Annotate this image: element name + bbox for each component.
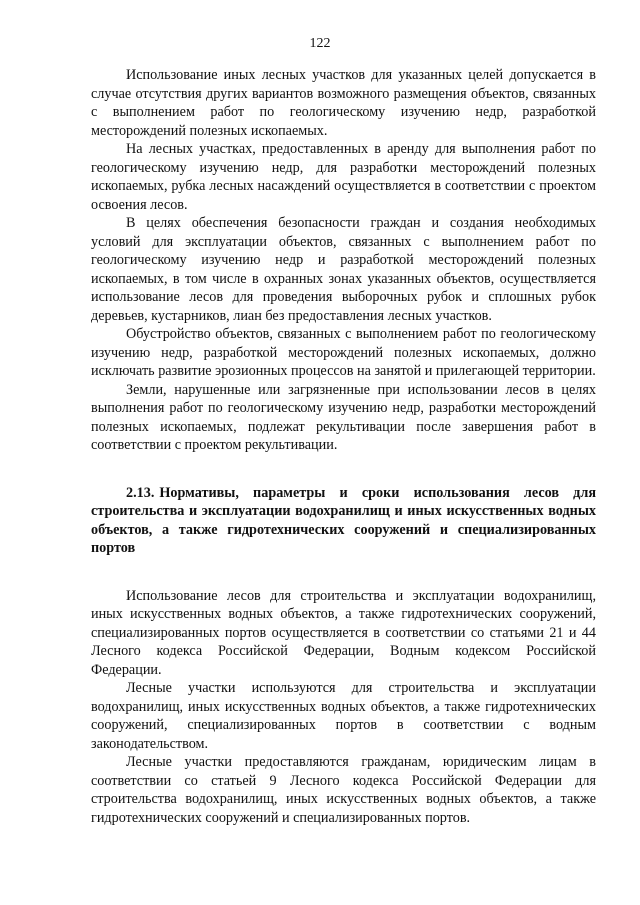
paragraph: Использование лесов для строительства и эксплуатации водохранилищ, иных искусственных водных объектов, а также гидротехнических сооружений, специализированных портов осуществляется в соответствии со статьями 21 и 44 Лесного кодекса Российской Федерации, Водным кодексом Российской Федерации. [91,587,596,678]
paragraph: Лесные участки предоставляются гражданам, юридическим лицам в соответствии со статьей 9 Лесного кодекса Российской Федерации для строительства водохранилищ, иных искусственных водных объектов, а также гидротехнических сооружений и специализированных портов. [91,754,596,826]
paragraph: Обустройство объектов, связанных с выполнением работ по геологическому изучению недр, разработкой месторождений полезных ископаемых, должно исключать развитие эрозионных процессов на занятой и прилегающей территории. [91,326,596,379]
page-number: 122 [309,36,331,51]
document-body [91,66,596,827]
section-number: 2.13. [126,484,155,501]
section-title: Нормативы, параметры и сроки использования лесов для строительства и эксплуатации водохранилищ и иных искусственных водных объектов, а также гидротехнических сооружений и специализированных портов [91,484,596,556]
paragraph: На лесных участках, предоставленных в аренду для выполнения работ по геологическому изучению недр, для разработки месторождений полезных ископаемых, рубка лесных насаждений осуществляется в соответствии с проектом освоения лесов. [91,141,596,213]
section-heading [91,484,596,558]
paragraph: Лесные участки используются для строительства и эксплуатации водохранилищ, иных искусственных водных объектов, а также гидротехнических сооружений, специализированных портов в соответствии с водным законодательством. [91,680,596,752]
paragraph: Использование иных лесных участков для указанных целей допускается в случае отсутствия других вариантов возможного размещения объектов, связанных с выполнением работ по геологическому изучению недр, разработкой месторождений полезных ископаемых. [91,67,596,139]
paragraph: В целях обеспечения безопасности граждан и создания необходимых условий для эксплуатации объектов, связанных с выполнением работ по геологическому изучению недр и разработкой месторождений полезных ископаемых, в том числе в охранных зонах указанных объектов, осуществляется использование лесов для проведения выборочных рубок и сплошных рубок деревьев, кустарников, лиан без предоставления лесных участков. [91,215,596,324]
paragraph: Земли, нарушенные или загрязненные при использовании лесов в целях выполнения работ по геологическому изучению недр, разработки месторождений полезных ископаемых, подлежат рекультивации после завершения работ в соответствии с проектом рекультивации. [91,381,596,453]
